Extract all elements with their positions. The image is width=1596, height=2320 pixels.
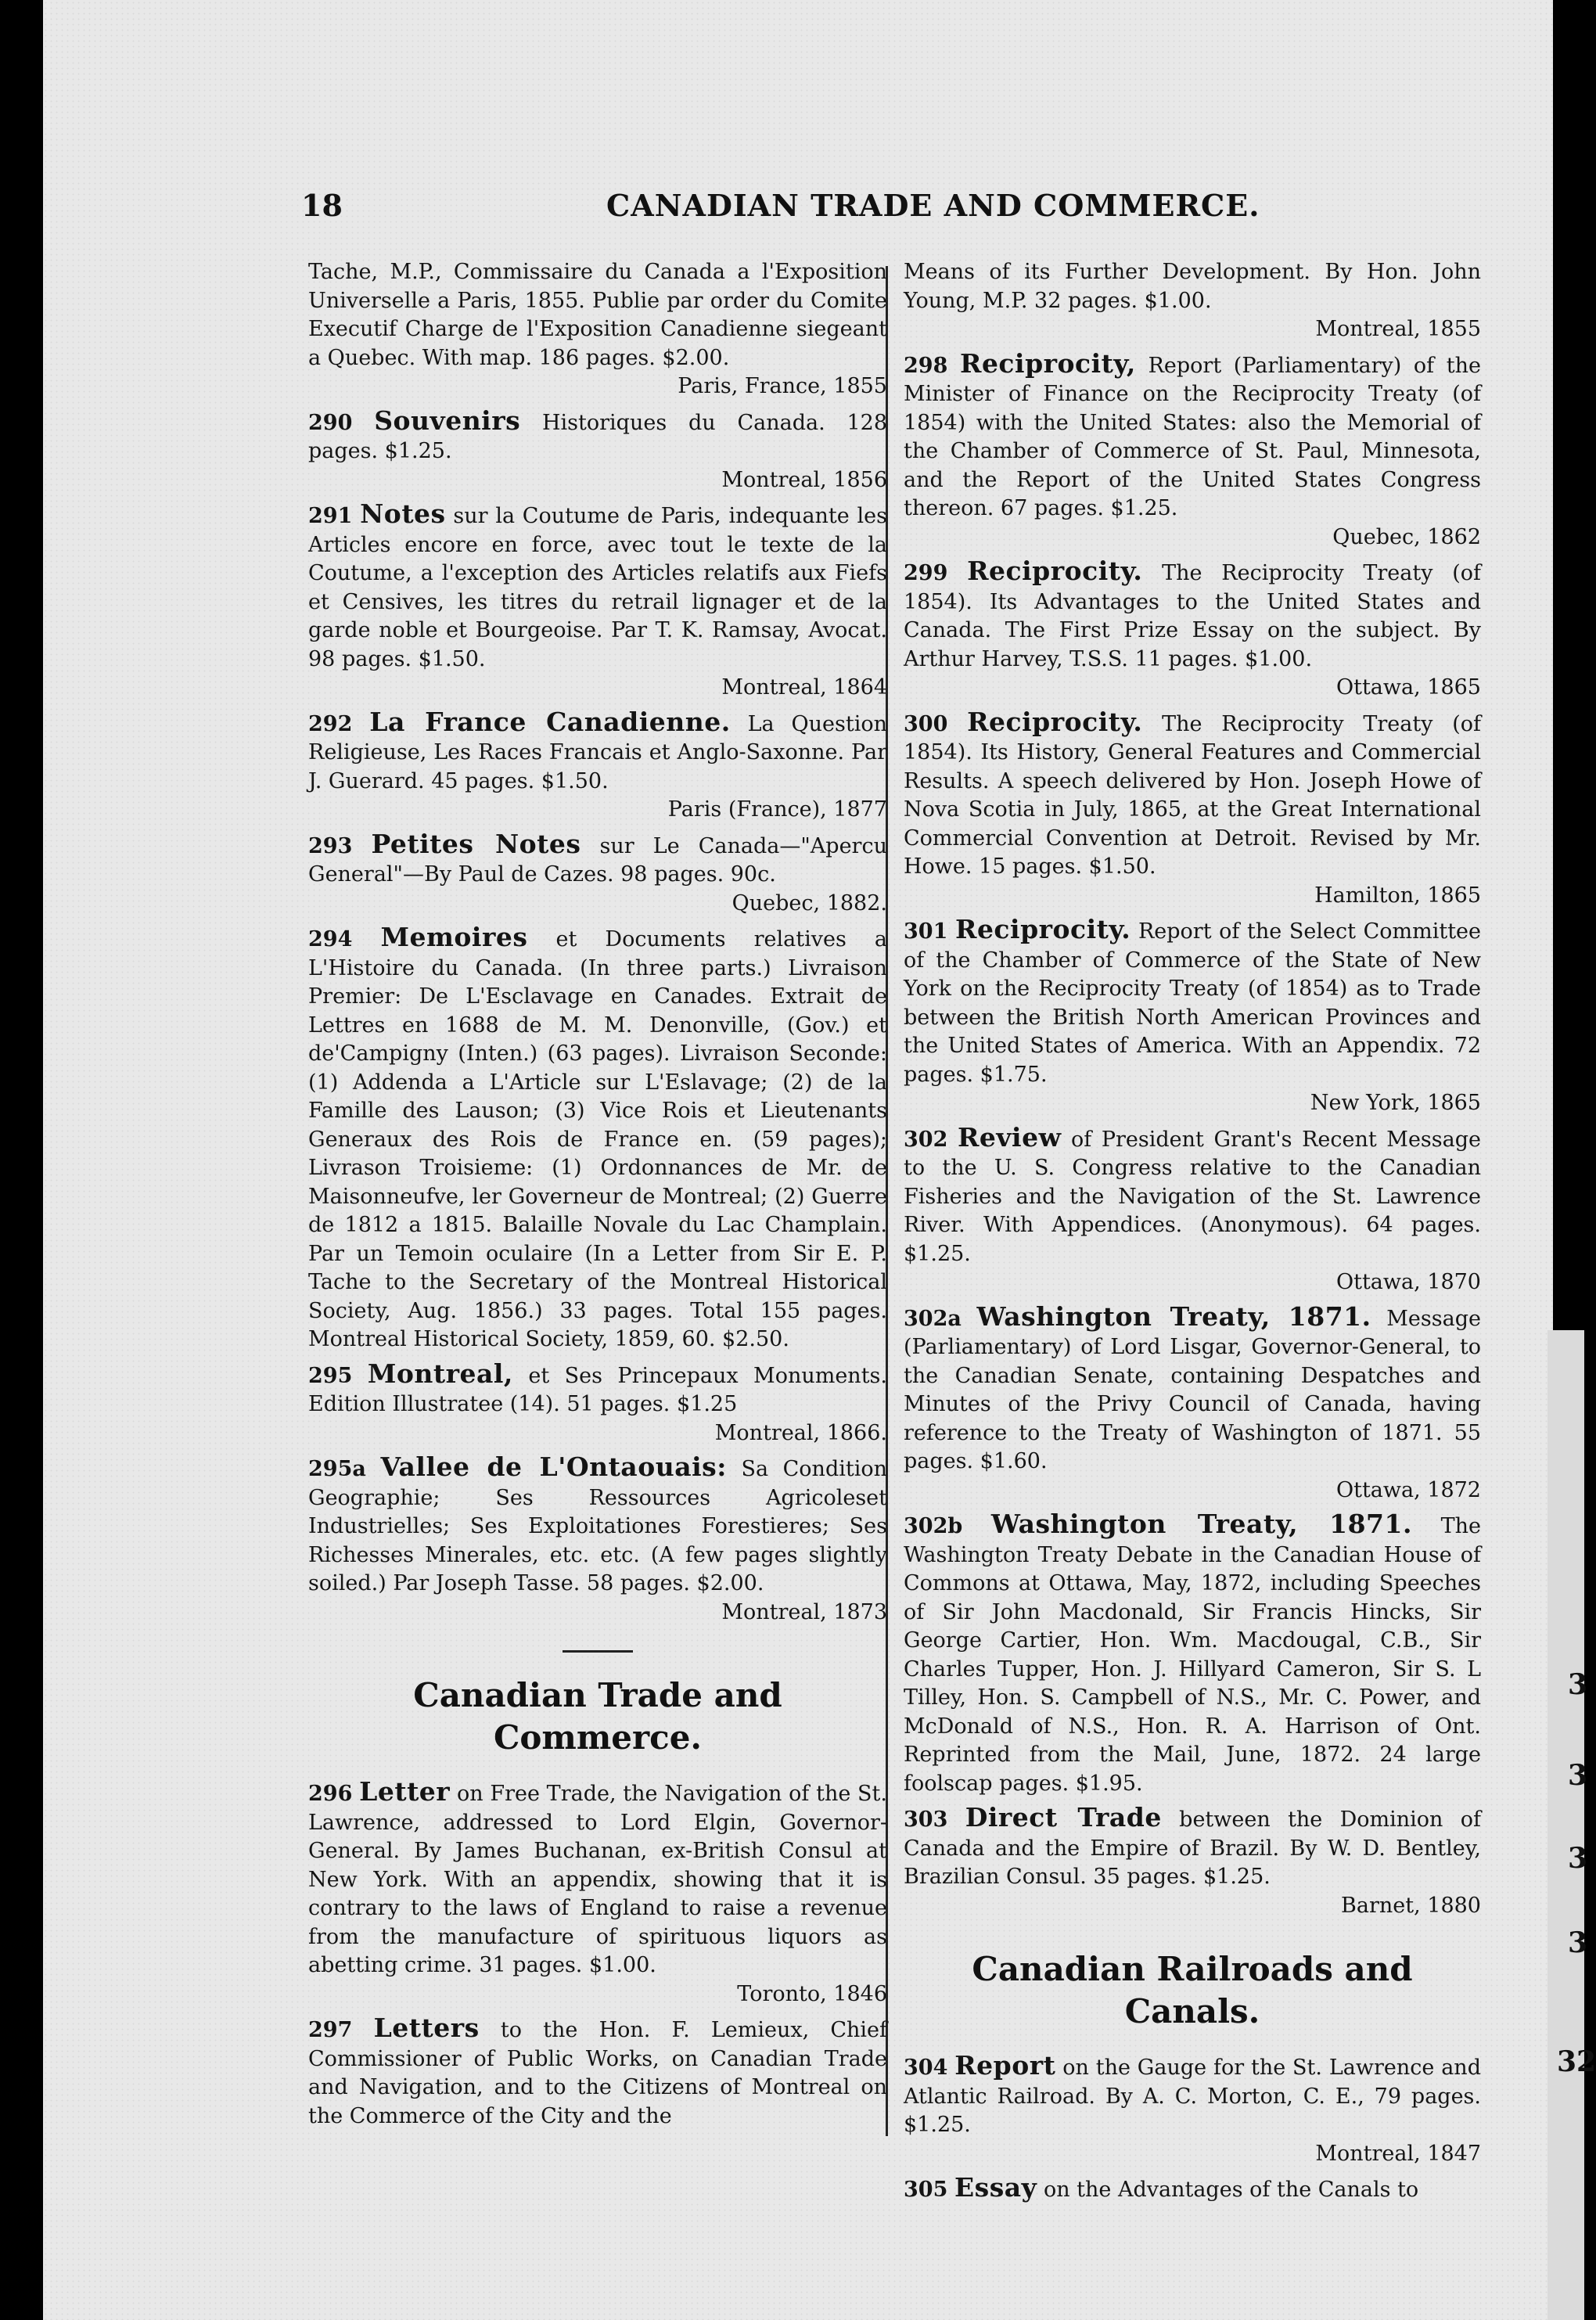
entry-number: 295a [308,1457,366,1481]
entry-imprint: Hamilton, 1865 [1314,883,1481,908]
section-title: Canadian Trade and Commerce. [413,1676,782,1757]
entry-heading: Reciprocity. [967,556,1143,586]
continuation-entry [308,258,887,401]
entry-imprint: Barnet, 1880 [1341,1893,1481,1918]
entry-number: 305 [904,2178,948,2202]
entry-number: 290 [308,410,353,435]
entry-text: Means of its Further Development. By Hon. John Young, M.P. 32 pages. $1.00. [904,260,1481,313]
entry-heading: Essay [954,2172,1037,2203]
entry-imprint: New York, 1865 [1310,1091,1481,1115]
entry-heading: Washington Treaty, 1871. [976,1300,1371,1332]
entry-number: 302a [904,1306,962,1331]
entry-imprint: Quebec, 1862 [1332,524,1481,549]
entry-imprint: Ottawa, 1865 [1335,675,1481,700]
entry-imprint: Paris, France, 1855 [678,374,887,398]
entry-text: sur la Coutume de Paris, indequante les Articles encore en force, avec tout le texte de la Coutume, a l'exception des Articles relatifs aux Fiefs et Censives, les titres du retrail lignager et de la garde noble et Bourgeoise. Par T. K. Ramsay, Avocat. 98 pages. $1.50. [308,504,887,671]
entry-text: to the Hon. F. Lemieux, Chief Commissioner of Public Works, on Canadian Trade and Navigation, and to the Citizens of Montreal on the Commerce of the City and the [308,2018,887,2128]
entry-heading: Letters [373,2012,480,2043]
entry-text: Sa Condition Geographie; Ses Ressources Agricoleset Industrielles; Ses Exploitationes Forestieres; Ses Richesses Minerales, etc. etc. (A few pages slightly soiled.) Par Joseph Tasse. 58 pages. $2.00. [308,1457,887,1595]
catalog-entry [308,1360,887,1448]
entry-number: 303 [904,1807,948,1832]
next-page-fragment: 3 [1568,1842,1588,1875]
entry-text: on the Advantages of the Canals to [1043,2178,1419,2202]
catalog-entry [904,2052,1481,2168]
catalog-entry [904,915,1481,1118]
entry-imprint: Quebec, 1882. [732,890,887,915]
entry-heading: Notes [360,498,446,529]
entry-number: 304 [904,2056,948,2080]
book-page [43,0,1553,2320]
entry-text: Report (Parliamentary) of the Minister of Finance on the Reciprocity Treaty (of 1854) with the United States: also the Memorial of the Chamber of Commerce of St. Paul, Minnesota, and the Report of the United States Congress thereon. 67 pages. $1.25. [904,353,1481,520]
entry-heading: Washington Treaty, 1871. [990,1509,1412,1539]
entry-text: La Question Religieuse, Les Races Francais et Anglo-Saxonne. Par J. Guerard. 45 pages. $1.50. [308,711,888,793]
next-page-fragment: 3 [1568,1759,1588,1792]
continuation-entry [904,258,1481,344]
catalog-entry [904,557,1481,703]
running-head: CANADIAN TRADE AND COMMERCE. [606,188,1260,223]
left-column [308,258,887,2136]
entry-text: Historiques du Canada. 128 pages. $1.25. [308,410,887,463]
entry-number: 297 [308,2018,353,2042]
right-column [904,258,1481,2210]
catalog-entry [308,923,887,1354]
entry-text: Tache, M.P., Commissaire du Canada a l'Exposition Universelle a Paris, 1855. Publie par order du Comite Executif Charge de l'Exposition Canadienne siegeant a Quebec. With map. 186 pages. $2.00. [308,260,887,370]
entry-text: et Ses Princepaux Monuments. Edition Illustratee (14). 51 pages. $1.25 [308,1363,887,1416]
entry-text: Message (Parliamentary) of Lord Lisgar, Governor-General, to the Canadian Senate, containing Despatches and Minutes of the Privy Council of Canada, having reference to the Treaty of Washington of 1871. 55 pages. $1.60. [904,1306,1481,1473]
entry-heading: Letter [359,1776,451,1807]
entry-heading: Reciprocity. [955,914,1131,944]
entry-imprint: Toronto, 1846 [737,1981,887,2006]
entry-imprint: Montreal, 1855 [1315,317,1481,341]
entry-text: The Washington Treaty Debate in the Canadian House of Commons at Ottawa, May, 1872, including Speeches of Sir John Macdonald, Sir Francis Hincks, Sir George Cartier, Hon. Wm. Macdougal, C.B., Sir Charles Tupper, Hon. J. Hillyard Cameron, Sir S. L Tilley, Hon. S. Campbell of N.S., Mr. C. Power, and McDonald of N.S., Hon. R. A. Harrison of Ont. Reprinted from the Mail, June, 1872. 24 large foolscap pages. $1.95. [904,1514,1481,1796]
entry-imprint: Paris (France), 1877 [667,797,887,822]
entry-number: 302b [904,1514,963,1538]
catalog-entry [904,347,1481,552]
entry-number: 294 [308,927,353,951]
entry-heading: Reciprocity. [967,706,1143,737]
catalog-entry [904,1121,1481,1297]
next-page-fragment: 3 [1568,1668,1588,1701]
entry-imprint: Montreal, 1866. [714,1420,887,1445]
entry-heading: Souvenirs [374,405,521,436]
section-title: Canadian Railroads and Canals. [972,1950,1413,2030]
entry-text: on Free Trade, the Navigation of the St. Lawrence, addressed to Lord Elgin, Governor-General. By James Buchanan, ex-British Consul at New York. With an appendix, showing that it is contrary to the laws of England to raise a revenue from the manufacture of spirituous liquors as abetting crime. 31 pages. $1.00. [308,1782,887,1977]
entry-imprint: Ottawa, 1872 [1335,1477,1481,1502]
entry-text: The Reciprocity Treaty (of 1854). Its History, General Features and Commercial Results. A speech delivered by Hon. Joseph Howe of Nova Scotia in July, 1865, at the Great International Commercial Convention at Detroit. Revised by Mr. Howe. 15 pages. $1.50. [904,711,1481,879]
entry-imprint: Montreal, 1873 [721,1599,887,1624]
catalog-entry [308,830,887,919]
catalog-entry [308,407,887,495]
entry-number: 302 [904,1127,948,1152]
entry-number: 291 [308,504,353,528]
entry-text: between the Dominion of Canada and the Empire of Brazil. By W. D. Bentley, Brazilian Consul. 35 pages. $1.25. [904,1807,1482,1889]
catalog-entry [904,1300,1481,1505]
next-page-fragment: 3 [1568,1926,1588,1959]
catalog-entry [308,2014,887,2131]
entry-text: sur Le Canada—"Apercu General"—By Paul de Cazes. 98 pages. 90c. [308,833,887,887]
entry-imprint: Montreal, 1864 [721,675,887,700]
entry-imprint: Ottawa, 1870 [1335,1270,1481,1294]
entry-heading: Report [954,2050,1056,2081]
catalog-entry [904,1510,1481,1798]
entry-imprint: Montreal, 1847 [1315,2141,1481,2166]
entry-heading: La France Canadienne. [369,706,731,737]
entry-number: 300 [904,711,948,736]
entry-number: 299 [904,561,948,585]
entry-imprint: Montreal, 1856 [721,467,887,492]
catalog-entry [308,1453,887,1627]
entry-number: 293 [308,833,353,858]
entry-text: on the Gauge for the St. Lawrence and Atlantic Railroad. By A. C. Morton, C. E., 79 pages. $1.25. [904,2056,1481,2137]
entry-text: et Documents relatives a L'Histoire du Canada. (In three parts.) Livraison Premier: De L'Esclavage en Canades. Extrait de Lettres en 1688 de M. M. Denonville, (Gov.) et de'Campigny (Inten.) (63 pages). Livraison Seconde: (1) Addenda a L'Article sur L'Eslavage; (2) de la Famille des Lauson; (3) Vice Rois et Lieutenants Generaux des Rois de France en. (59 pages); Livrason Troisieme: (1) Ordonnances de Mr. de Maisonneufve, ler Governeur de Montreal; (2) Guerre de 1812 a 1815. Balaille Novale du Lac Champlain. Par un Temoin oculaire (In a Letter from Sir E. P. Tache to the Secretary of the Montreal Historical Society, Aug. 1856.) 33 pages. Total 155 pages. Montreal Historical Society, 1859, 60. $2.50. [308,927,887,1351]
entry-heading: Review [957,1121,1062,1153]
catalog-entry [308,1778,887,2009]
next-page-fragment: 32 [1557,2045,1596,2078]
catalog-entry [308,500,887,703]
entry-number: 296 [308,1782,353,1806]
section-divider [563,1650,633,1653]
entry-text: Report of the Select Committee of the Chamber of Commerce of the State of New York on the Reciprocity Treaty (of 1854) as to Trade between the British North American Provinces and the United States of America. With an Appendix. 72 pages. $1.75. [904,919,1481,1087]
entry-heading: Reciprocity, [960,347,1136,379]
entry-heading: Direct Trade [965,1802,1162,1833]
entry-heading: Petites Notes [371,828,581,859]
catalog-entry [904,708,1481,911]
catalog-entry [904,1804,1481,1920]
entry-number: 292 [308,711,353,736]
entry-number: 301 [904,919,948,944]
page-header [43,188,1553,235]
entry-number: 298 [904,353,948,378]
page-number: 18 [301,188,343,223]
entry-heading: Memoires [380,922,528,952]
next-page-edge [1547,1330,1584,2320]
entry-heading: Vallee de L'Ontaouais: [380,1451,727,1482]
catalog-entry [308,708,887,825]
entry-heading: Montreal, [367,1358,513,1389]
entry-text: The Reciprocity Treaty (of 1854). Its Advantages to the United States and Canada. The First Prize Essay on the subject. By Arthur Harvey, T.S.S. 11 pages. $1.00. [904,561,1481,671]
entry-text: of President Grant's Recent Message to the U. S. Congress relative to the Canadian Fisheries and the Navigation of the St. Lawrence River. With Appendices. (Anonymous). 64 pages. $1.25. [904,1127,1481,1266]
catalog-entry [904,2174,1481,2205]
entry-number: 295 [308,1363,353,1388]
